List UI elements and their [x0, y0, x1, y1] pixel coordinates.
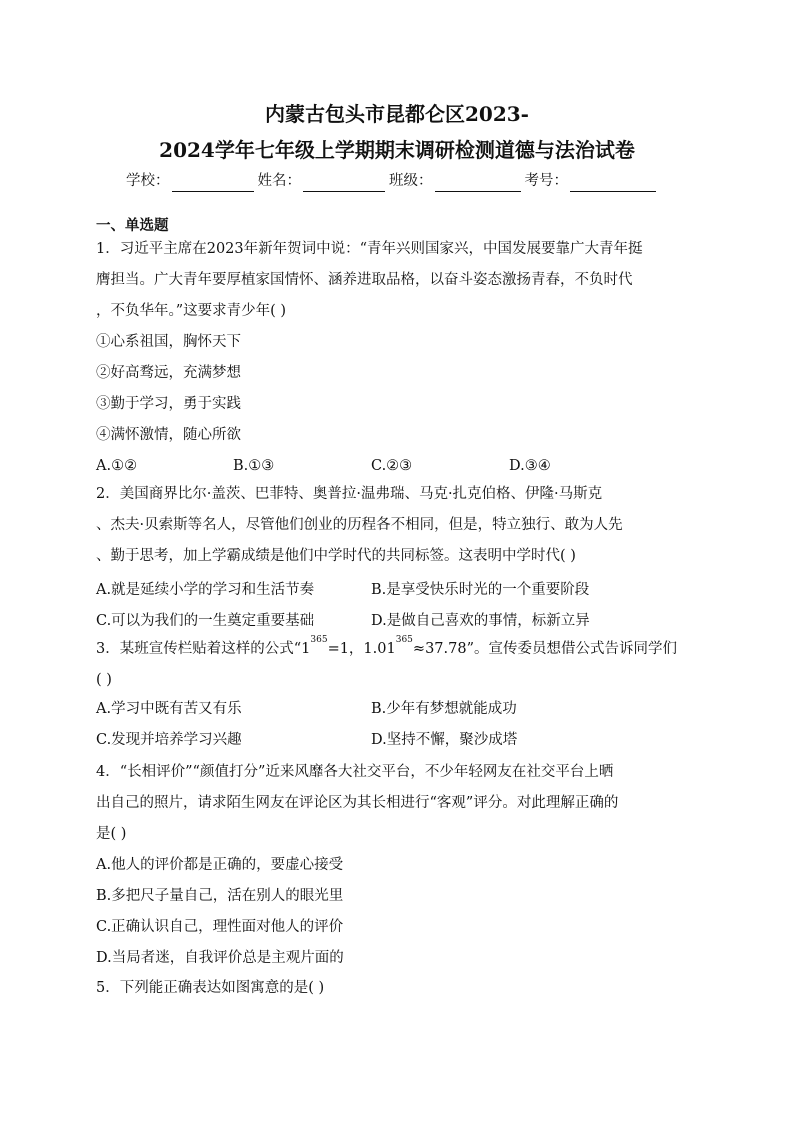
- exponent: 365: [310, 635, 328, 645]
- question-3: [96, 634, 702, 696]
- question-1: [96, 234, 702, 451]
- class-blank[interactable]: [435, 176, 521, 192]
- question-3-line: ( ): [96, 672, 112, 688]
- option-a[interactable]: A.①②: [96, 458, 138, 474]
- question-1-line: 1．习近平主席在2023年新年贺词中说：“青年兴则国家兴，中国发展要靠广大青年挺: [96, 241, 643, 257]
- question-2: [96, 479, 702, 572]
- school-blank[interactable]: [172, 176, 254, 192]
- question-5: [96, 973, 702, 1004]
- question-4: [96, 757, 702, 974]
- option-a[interactable]: A.就是延续小学的学习和生活节奏: [96, 582, 315, 598]
- option-b[interactable]: B.少年有梦想就能成功: [371, 701, 517, 717]
- question-4-option-d[interactable]: D.当局者迷，自我评价总是主观片面的: [96, 950, 344, 966]
- exam-title-line1: 内蒙古包头市昆都仑区2023-: [265, 102, 529, 126]
- question-1-item: ①心系祖国，胸怀天下: [96, 334, 241, 350]
- option-c[interactable]: C.②③: [371, 458, 413, 474]
- option-c[interactable]: C.可以为我们的一生奠定重要基础: [96, 613, 315, 629]
- option-b[interactable]: B.是享受快乐时光的一个重要阶段: [371, 582, 590, 598]
- question-3-text: ≈37.78”。宣传委员想借公式告诉同学们: [412, 641, 677, 657]
- question-2-line: 2．美国商界比尔·盖茨、巴菲特、奥普拉·温弗瑞、马克·扎克伯格、伊隆·马斯克: [96, 486, 603, 502]
- option-d[interactable]: D.③④: [509, 458, 551, 474]
- section-heading: 一、单选题: [96, 217, 169, 234]
- name-label: 姓名：: [257, 173, 301, 189]
- question-3-line: [96, 634, 702, 665]
- option-d[interactable]: D.坚持不懈，聚沙成塔: [371, 732, 518, 748]
- question-1-item: ②好高骛远，充满梦想: [96, 365, 241, 381]
- option-b[interactable]: B.①③: [233, 458, 275, 474]
- question-3-text: 3．某班宣传栏贴着这样的公式“1: [96, 641, 311, 657]
- question-2-line: 、杰夫·贝索斯等名人，尽管他们创业的历程各不相同，但是，特立独行、敢为人先: [96, 517, 623, 533]
- question-4-option-a[interactable]: A.他人的评价都是正确的，要虚心接受: [96, 857, 344, 873]
- question-1-item: ④满怀激情，随心所欲: [96, 427, 241, 443]
- question-4-line: 4．“长相评价”“颜值打分”近来风靡各大社交平台，不少年轻网友在社交平台上晒: [96, 764, 614, 780]
- name-blank[interactable]: [303, 176, 385, 192]
- question-1-line: ，不负华年。”这要求青少年( ): [96, 303, 287, 319]
- exam-title-line2: 2024学年七年级上学期期末调研检测道德与法治试卷: [159, 138, 635, 162]
- student-info-line: [126, 170, 686, 192]
- option-c[interactable]: C.发现并培养学习兴趣: [96, 732, 242, 748]
- class-label: 班级：: [389, 173, 433, 189]
- number-label: 考号：: [524, 173, 568, 189]
- number-blank[interactable]: [570, 176, 656, 192]
- question-4-option-c[interactable]: C.正确认识自己，理性面对他人的评价: [96, 919, 344, 935]
- question-4-line: 是( ): [96, 826, 127, 842]
- question-4-option-b[interactable]: B.多把尺子量自己，活在别人的眼光里: [96, 888, 344, 904]
- option-d[interactable]: D.是做自己喜欢的事情，标新立异: [371, 613, 590, 629]
- question-1-line: 膺担当。广大青年要厚植家国情怀、涵养进取品格，以奋斗姿态激扬青春，不负时代: [96, 272, 633, 288]
- question-3-text: =1，1.01: [327, 641, 396, 657]
- question-2-line: 、勤于思考，加上学霸成绩是他们中学时代的共同标签。这表明中学时代( ): [96, 548, 576, 564]
- school-label: 学校：: [126, 173, 170, 189]
- exponent: 365: [395, 635, 413, 645]
- question-4-line: 出自己的照片，请求陌生网友在评论区为其长相进行“客观”评分。对此理解正确的: [96, 795, 619, 811]
- question-5-line: 5．下列能正确表达如图寓意的是( ): [96, 980, 325, 996]
- option-a[interactable]: A.学习中既有苦又有乐: [96, 701, 242, 717]
- question-1-item: ③勤于学习，勇于实践: [96, 396, 241, 412]
